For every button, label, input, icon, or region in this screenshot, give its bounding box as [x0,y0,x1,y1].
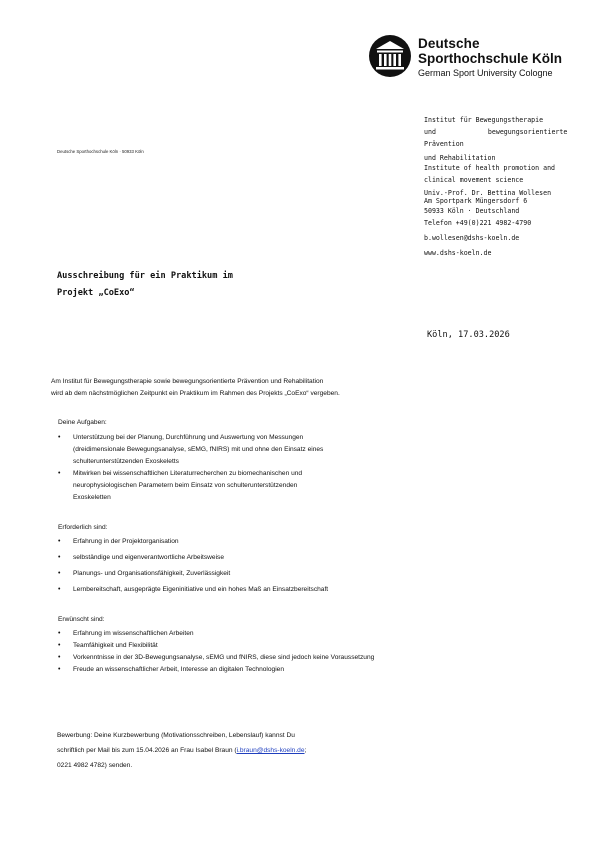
application-email-link[interactable]: i.braun@dshs-koeln.de [236,747,305,754]
institute-name-line1: Institut für Bewegungstherapie [424,116,544,124]
institute-english-line1: Institute of health promotion and [424,164,556,172]
list-item: • Teamfähigkeit und Flexibilität [58,640,538,652]
desired-heading: Erwünscht sind: [58,616,105,623]
list-item: • Vorkenntnisse in der 3D-Bewegungsanalyse, sEMG und fNIRS, diese sind jedoch keine Voraussetzung [58,652,538,664]
application-line1: Bewerbung: Deine Kurzbewerbung (Motivationsschreiben, Lebenslauf) kannst Du [57,732,295,739]
application-line2-end: ; [304,747,307,754]
list-item: • Erfahrung in der Projektorganisation [58,536,538,548]
task-1-line3: schulterunterstützenden Exoskeletts [73,458,179,465]
letter-date: Köln, 17.03.2026 [427,330,510,340]
required-list [58,536,538,596]
application-paragraph [57,728,306,773]
intro-line2: wird ab dem nächstmöglichen Zeitpunkt ein Praktikum im Rahmen des Projekts „CoExo“ vergeben. [51,390,340,397]
subject-line1: Ausschreibung für ein Praktikum im [57,271,233,281]
tasks-heading: Deine Aufgaben: [58,419,107,426]
intro-paragraph [51,376,340,400]
tasks-list [58,432,538,504]
institute-name-line2 [424,126,584,138]
application-line2-text: schriftlich per Mail bis zum 15.04.2026 an Frau Isabel Braun ( [57,747,237,754]
list-item: • Lernbereitschaft, ausgeprägte Eigeninitiative und ein hohes Maß an Einsatzbereitschaft [58,584,538,596]
university-building-icon [368,34,412,78]
sender-address-line: Deutsche Sporthochschule Köln · 50933 Köln [57,149,144,154]
logo-text-line3: German Sport University Cologne [418,68,553,78]
application-line3: 0221 4982 4782) senden. [57,762,133,769]
task-1-line1: • Unterstützung bei der Planung, Durchführung und Auswertung von Messungen [73,434,304,441]
professor-name: Univ.-Prof. Dr. Bettina Wollesen [424,189,552,197]
institute-name-line4: und Rehabilitation [424,154,496,162]
task-1-line2: (dreidimensionale Bewegungsanalyse, sEMG, fNIRS) mit und ohne den Einsatz eines [73,446,324,453]
university-logo [368,34,568,82]
subject-line2: Projekt „CoExo“ [57,288,135,298]
institute-english-line2: clinical movement science [424,176,524,184]
desired-list [58,628,538,676]
city-address: 50933 Köln · Deutschland [424,207,520,215]
website[interactable]: www.dshs-koeln.de [424,249,492,257]
task-2-line3: Exoskeletten [73,494,111,501]
list-item: • selbständige und eigenverantwortliche Arbeitsweise [58,552,538,564]
institute-info [424,114,584,259]
task-2-line1: • Mitwirken bei wissenschaftlichen Literaturrecherchen zu biomechanischen und [73,470,303,477]
intro-line1: Am Institut für Bewegungstherapie sowie bewegungsorientierte Prävention und Rehabilitation [51,378,324,385]
contact-email[interactable]: b.wollesen@dshs-koeln.de [424,234,520,242]
institute-name-line3: Prävention [424,140,464,148]
list-item: • Freude an wissenschaftlicher Arbeit, Interesse an digitalen Technologien [58,664,538,676]
institute-name-und: und [424,128,436,136]
logo-text-line1: Deutsche [418,36,480,51]
logo-text-line2: Sporthochschule Köln [418,51,563,66]
institute-name-bewegungsorientierte: bewegungsorientierte [487,128,568,136]
subject [57,268,233,302]
phone-number: Telefon +49(0)221 4982-4790 [424,219,532,227]
task-2-line2: neurophysiologischen Parametern beim Einsatz von schulterunterstützenden [73,482,298,489]
application-line2 [57,743,306,758]
list-item: • Planungs- und Organisationsfähigkeit, Zuverlässigkeit [58,568,538,580]
street-address: Am Sportpark Müngersdorf 6 [424,197,528,205]
required-heading: Erforderlich sind: [58,524,108,531]
list-item [58,432,538,468]
list-item [58,468,538,504]
list-item: • Erfahrung im wissenschaftlichen Arbeiten [58,628,538,640]
